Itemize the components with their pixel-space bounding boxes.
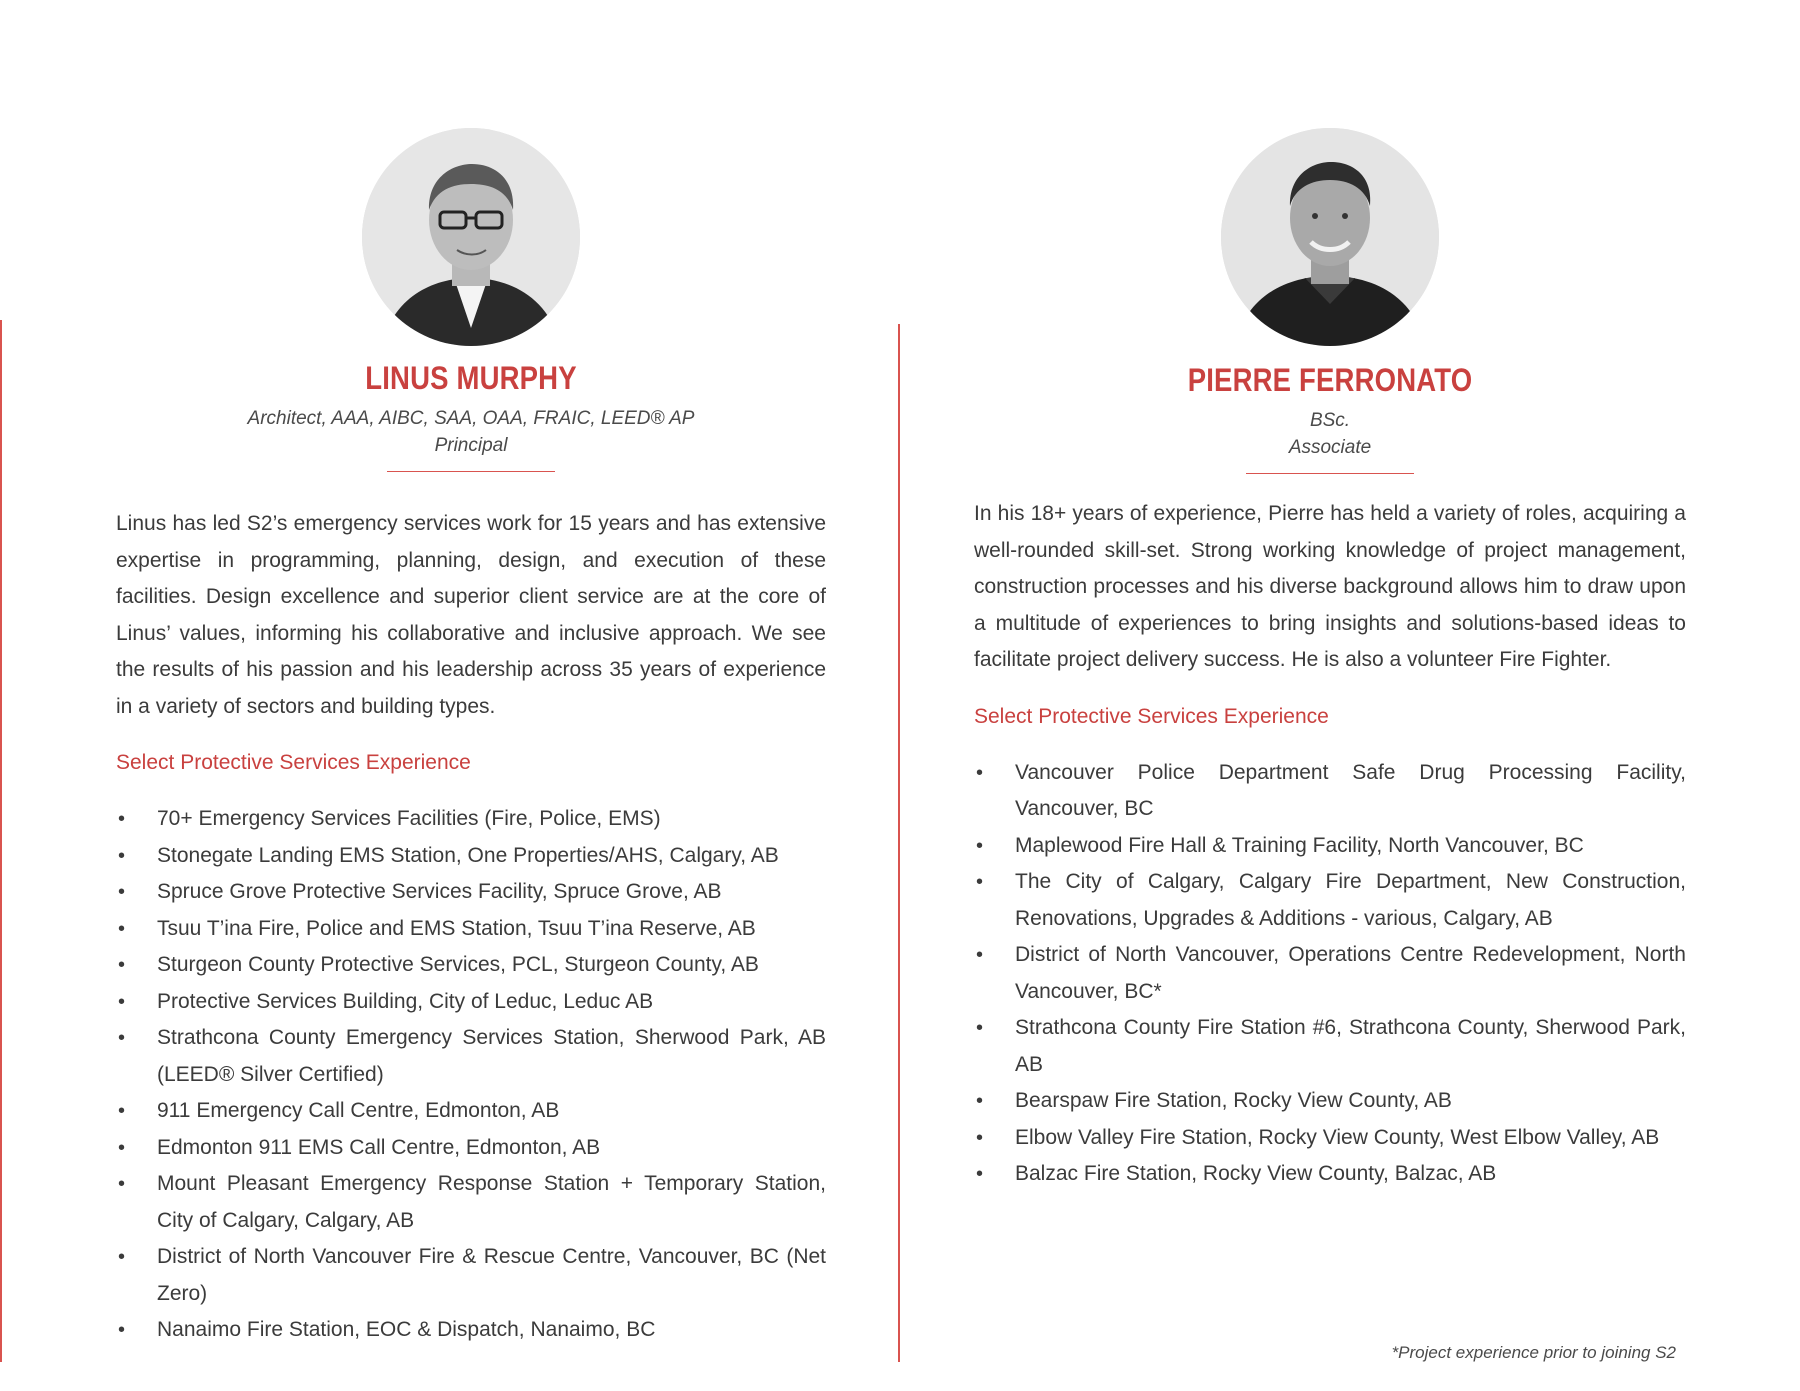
list-item — [116, 1166, 826, 1239]
list-item — [116, 1020, 826, 1093]
list-item-text: Vancouver Police Department Safe Drug Processing Facility, Vancouver, BC — [1015, 760, 1686, 820]
person-name: PIERRE FERRONATO — [1187, 362, 1473, 398]
list-item — [116, 1239, 826, 1312]
list-item-text: Edmonton 911 EMS Call Centre, Edmonton, AB — [157, 1135, 601, 1159]
profile-linus-murphy — [116, 128, 826, 1349]
profile-pierre-ferronato — [974, 128, 1686, 1193]
name-underline-rule — [387, 471, 555, 472]
person-bio: Linus has led S2’s emergency services work for 15 years and has extensive expertise in programming, planning, design, and execution of these facilities. Design excellence and superior client service are at the core of Linus’ values, informing his collaborative and inclusive approach. We see the results of his passion and his leadership across 35 years of experience in a variety of sectors and building types. — [116, 512, 826, 718]
list-item — [974, 1083, 1686, 1120]
list-item-text: Stonegate Landing EMS Station, One Properties/AHS, Calgary, AB — [157, 843, 779, 867]
bullet-glyph: • — [118, 808, 126, 830]
bullet-glyph: • — [118, 1173, 126, 1195]
bullet-glyph: • — [118, 881, 126, 903]
left-margin-rule — [0, 320, 2, 1362]
bullet-glyph: • — [118, 990, 126, 1013]
list-item-text: The City of Calgary, Calgary Fire Department, New Construction, Renovations, Upgrades & Additions - various, Calgary, AB — [1015, 870, 1686, 930]
list-item-text: Maplewood Fire Hall & Training Facility, North Vancouver, BC — [1015, 833, 1584, 857]
list-item — [974, 1120, 1686, 1157]
experience-list — [974, 755, 1686, 1193]
list-item-text: 70+ Emergency Services Facilities (Fire, Police, EMS) — [157, 807, 661, 830]
bullet-glyph: • — [118, 917, 126, 940]
person-credentials: BSc. — [1309, 410, 1351, 431]
list-item-text: District of North Vancouver, Operations Centre Redevelopment, North Vancouver, BC* — [1015, 943, 1686, 1003]
list-item — [116, 947, 826, 984]
list-item — [974, 828, 1686, 865]
person-bio: In his 18+ years of experience, Pierre has held a variety of roles, acquiring a well-rounded skill-set. Strong working knowledge of project management, construction processes and his diverse background allows him to draw upon a multitude of experiences to bring insights and solutions-based ideas to facilitate project delivery success. He is also a volunteer Fire Fighter. — [974, 502, 1686, 671]
list-item-text: Balzac Fire Station, Rocky View County, Balzac, AB — [1015, 1162, 1497, 1185]
list-item — [116, 911, 826, 948]
bullet-glyph: • — [118, 1246, 126, 1268]
list-item-text: Sturgeon County Protective Services, PCL, Sturgeon County, AB — [157, 953, 759, 976]
list-item — [974, 755, 1686, 828]
footnote: *Project experience prior to joining S2 — [1391, 1343, 1676, 1362]
list-item — [116, 1130, 826, 1167]
list-item-text: Strathcona County Emergency Services Station, Sherwood Park, AB (LEED® Silver Certified) — [157, 1026, 826, 1086]
bullet-glyph: • — [118, 1100, 126, 1122]
list-item-text: Strathcona County Fire Station #6, Strathcona County, Sherwood Park, AB — [1015, 1016, 1686, 1076]
portrait-photo-pierre — [1221, 128, 1439, 346]
list-item-text: Tsuu T’ina Fire, Police and EMS Station, Tsuu T’ina Reserve, AB — [157, 916, 756, 940]
list-item — [116, 1093, 826, 1130]
list-item — [116, 984, 826, 1021]
bullet-glyph: • — [118, 954, 126, 976]
list-item-text: Nanaimo Fire Station, EOC & Dispatch, Nanaimo, BC — [157, 1318, 656, 1341]
list-item — [974, 1010, 1686, 1083]
experience-section-title: Select Protective Services Experience — [116, 751, 471, 774]
list-item-text: District of North Vancouver Fire & Rescue Centre, Vancouver, BC (Net Zero) — [157, 1245, 826, 1305]
bullet-glyph: • — [976, 1126, 984, 1149]
person-credentials-block — [974, 407, 1686, 461]
person-role: Principal — [434, 435, 508, 456]
bullet-glyph: • — [976, 834, 984, 857]
person-role: Associate — [1288, 437, 1372, 458]
list-item — [116, 838, 826, 875]
list-item — [974, 1156, 1686, 1193]
list-item — [974, 864, 1686, 937]
list-item-text: Protective Services Building, City of Leduc, Leduc AB — [157, 989, 654, 1013]
bullet-glyph: • — [976, 944, 984, 966]
bullet-glyph: • — [118, 1136, 126, 1159]
bullet-glyph: • — [976, 1090, 984, 1112]
experience-section-title: Select Protective Services Experience — [974, 704, 1329, 728]
list-item — [116, 801, 826, 838]
column-divider — [898, 324, 900, 1362]
person-credentials: Architect, AAA, AIBC, SAA, OAA, FRAIC, LEED® AP — [247, 408, 695, 429]
bullet-glyph: • — [976, 1163, 984, 1185]
list-item-text: 911 Emergency Call Centre, Edmonton, AB — [157, 1099, 560, 1122]
list-item-text: Mount Pleasant Emergency Response Station + Temporary Station, City of Calgary, Calgary, AB — [157, 1172, 826, 1232]
list-item-text: Bearspaw Fire Station, Rocky View County, AB — [1015, 1089, 1452, 1112]
bullet-glyph: • — [118, 844, 126, 867]
bullet-glyph: • — [118, 1027, 126, 1049]
experience-list — [116, 801, 826, 1349]
list-item-text: Elbow Valley Fire Station, Rocky View County, West Elbow Valley, AB — [1015, 1125, 1660, 1149]
bullet-glyph: • — [976, 761, 984, 784]
portrait-photo-linus — [362, 128, 580, 346]
list-item — [116, 874, 826, 911]
bullet-glyph: • — [118, 1319, 126, 1341]
bullet-glyph: • — [976, 871, 984, 893]
list-item — [974, 937, 1686, 1010]
list-item — [116, 1312, 826, 1349]
bullet-glyph: • — [976, 1017, 984, 1039]
list-item-text: Spruce Grove Protective Services Facility, Spruce Grove, AB — [157, 880, 722, 903]
name-underline-rule — [1246, 473, 1414, 474]
person-name: LINUS MURPHY — [365, 360, 577, 396]
person-credentials-block — [116, 405, 826, 459]
